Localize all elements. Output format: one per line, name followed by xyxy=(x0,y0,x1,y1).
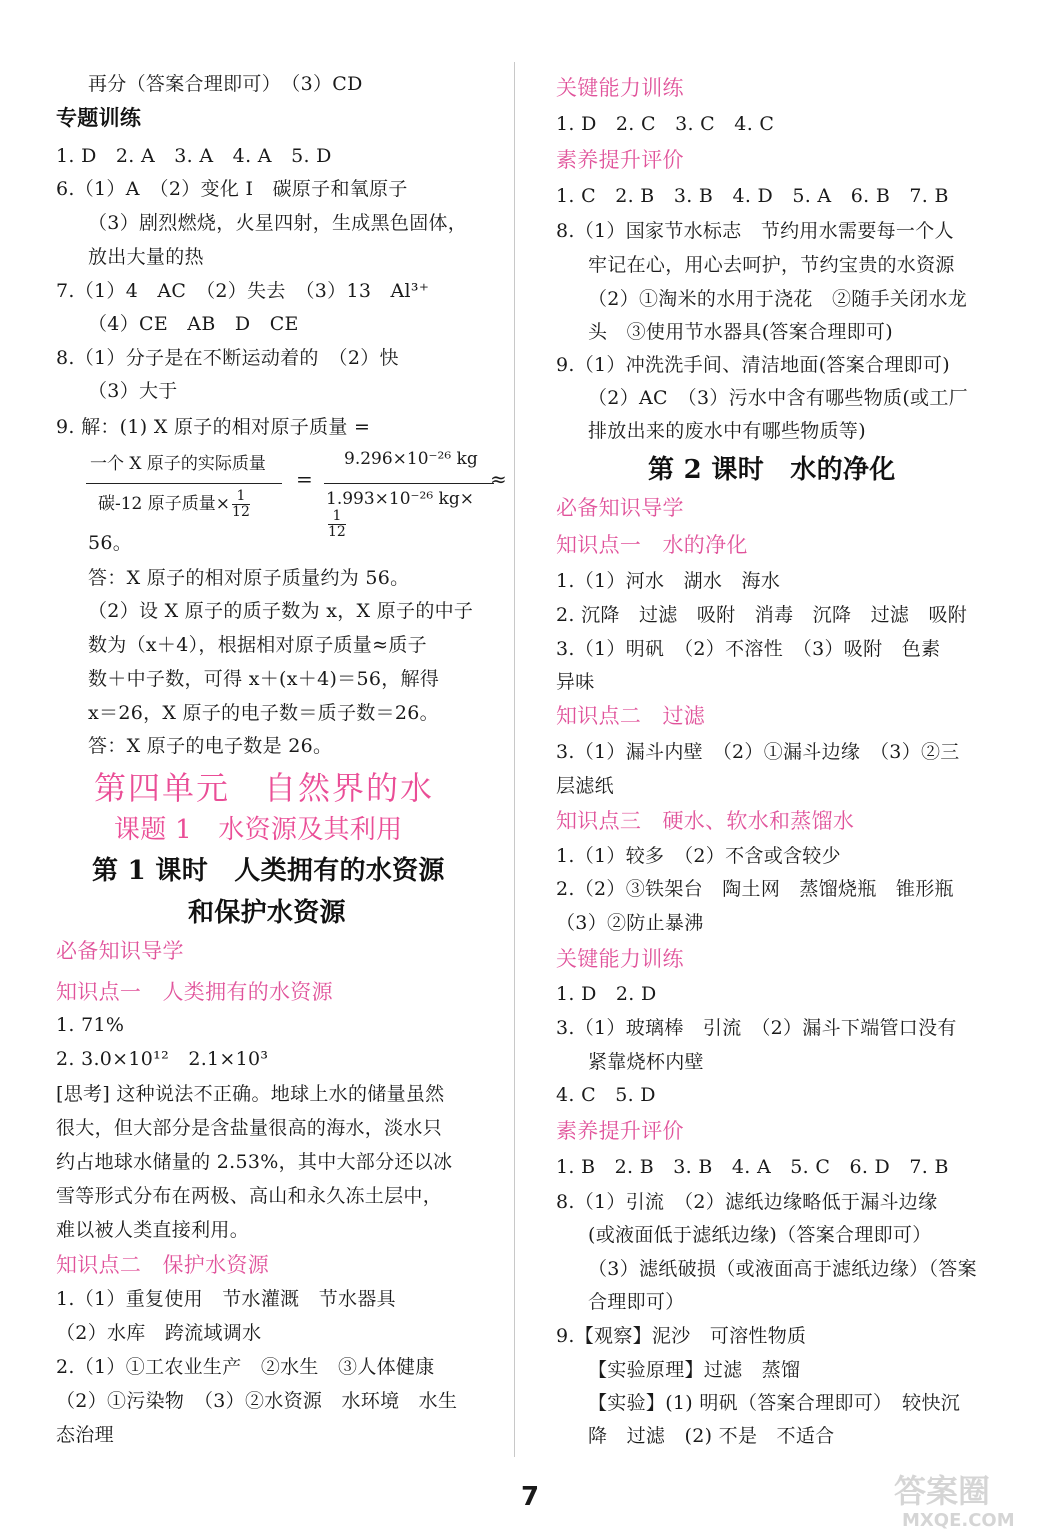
watermark-text-bottom: MXQE.COM xyxy=(902,1510,1015,1531)
answer-line: 降 过滤 (2) 不是 不适合 xyxy=(588,1425,835,1447)
section-heading-special-training: 专题训练 xyxy=(56,105,142,130)
answer-line: [思考] 这种说法不正确。地球上水的储量虽然 xyxy=(56,1083,445,1105)
answer-line: 8.（1）引流 （2）滤纸边缘略低于漏斗边缘 xyxy=(556,1191,938,1213)
answer-line: 2. 3.0×10¹² 2.1×10³ xyxy=(56,1048,269,1070)
answer-line: 56。 xyxy=(88,532,133,554)
answer-line: 1. B 2. B 3. B 4. A 5. C 6. D 7. B xyxy=(556,1156,949,1178)
answer-line: 1. D 2. A 3. A 4. A 5. D xyxy=(56,145,332,167)
fraction-1-denominator: 碳-12 原子质量× $\frac{1}{12}$ xyxy=(98,488,250,520)
answer-line: 很大，但大部分是含盐量很高的海水，淡水只 xyxy=(56,1117,443,1139)
answer-line: （3）剧烈燃烧，火星四射，生成黑色固体， xyxy=(88,212,468,234)
answer-line: （4）CE AB D CE xyxy=(88,313,299,335)
lesson-title-continued: 和保护水资源 xyxy=(188,898,346,928)
answer-line: 1. C 2. B 3. B 4. D 5. A 6. B 7. B xyxy=(556,185,949,207)
fraction-1-bar xyxy=(86,483,282,484)
answer-line: 数为（x＋4），根据相对原子质量≈质子 xyxy=(88,634,427,656)
section-heading: 关键能力训练 xyxy=(556,76,684,100)
answer-line: 9.（1）冲洗洗手间、清洁地面(答案合理即可) xyxy=(556,354,950,376)
answer-line: 放出大量的热 xyxy=(88,246,204,268)
watermark-text-top: 答案圈 xyxy=(894,1472,991,1510)
answer-line: 2.（1）①工农业生产 ②水生 ③人体健康 xyxy=(56,1356,435,1378)
answer-line: 合理即可） xyxy=(588,1291,685,1313)
knowledge-point-heading: 知识点一 水的净化 xyxy=(556,533,748,557)
lesson-title: 第 1 课时 人类拥有的水资源 xyxy=(92,856,445,886)
answer-line: 再分（答案合理即可） （3）CD xyxy=(88,73,363,95)
topic-title: 课题 1 水资源及其利用 xyxy=(114,815,403,845)
formula-fraction xyxy=(86,447,507,540)
answer-line: 约占地球水储量的 2.53%，其中大部分还以冰 xyxy=(56,1151,453,1173)
answer-line: 9.【观察】泥沙 可溶性物质 xyxy=(556,1325,807,1347)
answer-line: 排放出来的废水中有哪些物质等) xyxy=(588,420,866,442)
answer-line: （2）设 X 原子的质子数为 x，X 原子的中子 xyxy=(88,600,474,622)
equals-sign: = xyxy=(296,467,313,491)
answer-line: 6.（1）A （2）变化 I 碳原子和氧原子 xyxy=(56,178,408,200)
answer-line: （2）AC （3）污水中含有哪些物质(或工厂 xyxy=(588,387,968,409)
answer-line: 【实验原理】过滤 蒸馏 xyxy=(588,1359,801,1381)
section-heading: 必备知识导学 xyxy=(556,496,684,520)
answer-line: 牢记在心，用心去呵护，节约宝贵的水资源 xyxy=(588,254,955,276)
answer-line: （3）滤纸破损（或液面高于滤纸边缘）（答案 xyxy=(588,1258,977,1280)
answer-line: （3）大于 xyxy=(88,380,178,402)
answer-line: （3）②防止暴沸 xyxy=(556,912,704,934)
answer-line: 9. 解：(1) X 原子的相对原子质量 = xyxy=(56,416,371,438)
section-heading: 关键能力训练 xyxy=(556,947,684,971)
knowledge-point-heading: 知识点三 硬水、软水和蒸馏水 xyxy=(556,809,855,833)
fraction-2-denominator: 1.993×10⁻²⁶ kg× $\frac{1}{12}$ xyxy=(326,489,474,540)
section-heading: 素养提升评价 xyxy=(556,148,684,172)
fraction-2-bar xyxy=(324,483,494,484)
answer-line: 1. D 2. D xyxy=(556,983,657,1005)
answer-line: （2）①污染物 （3）②水资源 水环境 水生 xyxy=(56,1390,458,1412)
answer-line: 7.（1）4 AC （2）失去 （3）13 Al³⁺ xyxy=(56,280,430,302)
knowledge-point-heading: 知识点一 人类拥有的水资源 xyxy=(56,980,333,1004)
answer-line: 3.（1）明矾 （2）不溶性 （3）吸附 色素 xyxy=(556,638,941,660)
answer-line: 头 ③使用节水器具(答案合理即可) xyxy=(588,321,893,343)
answer-line: 层滤纸 xyxy=(556,775,614,797)
answer-line: 紧靠烧杯内壁 xyxy=(588,1051,704,1073)
watermark-logo-icon xyxy=(884,1466,1054,1532)
answer-line: 数＋中子数，可得 x＋(x＋4)＝56，解得 xyxy=(88,668,440,690)
knowledge-point-heading: 知识点二 保护水资源 xyxy=(56,1253,269,1277)
answer-line: 异味 xyxy=(556,671,595,693)
answer-line: 雪等形式分布在两极、高山和永久冻土层中， xyxy=(56,1185,443,1207)
answer-line: 2. 沉降 过滤 吸附 消毒 沉降 过滤 吸附 xyxy=(556,604,968,626)
fraction-2-numerator: 9.296×10⁻²⁶ kg xyxy=(344,449,478,469)
fraction-1-numerator: 一个 X 原子的实际质量 xyxy=(90,454,266,474)
answer-line: x＝26，X 原子的电子数＝质子数＝26。 xyxy=(88,702,439,724)
section-heading: 必备知识导学 xyxy=(56,939,184,963)
answer-line: 答：X 原子的电子数是 26。 xyxy=(88,735,333,757)
answer-line: （2）水库 跨流域调水 xyxy=(56,1322,262,1344)
answer-line: 1.（1）较多 （2）不含或含较少 xyxy=(556,845,841,867)
answer-line: 4. C 5. D xyxy=(556,1084,656,1106)
answer-line: 2.（2）③铁架台 陶土网 蒸馏烧瓶 锥形瓶 xyxy=(556,878,954,900)
answer-line: 1.（1）重复使用 节水灌溉 节水器具 xyxy=(56,1288,396,1310)
page-number: 7 xyxy=(520,1482,540,1512)
knowledge-point-heading: 知识点二 过滤 xyxy=(556,704,706,728)
unit-title: 第四单元 自然界的水 xyxy=(94,769,435,807)
answer-line: 8.（1）国家节水标志 节约用水需要每一个人 xyxy=(556,220,954,242)
section-heading: 素养提升评价 xyxy=(556,1119,684,1143)
answer-line: 【实验】(1) 明矾（答案合理即可） 较快沉 xyxy=(588,1392,961,1414)
column-divider xyxy=(514,62,515,1457)
answer-line: 难以被人类直接利用。 xyxy=(56,1219,250,1241)
answer-line: 1.（1）河水 湖水 海水 xyxy=(556,570,781,592)
approx-sign: ≈ xyxy=(490,467,507,491)
lesson-title: 第 2 课时 水的净化 xyxy=(648,455,896,485)
answer-line: 态治理 xyxy=(56,1424,114,1446)
answer-line: 答：X 原子的相对原子质量约为 56。 xyxy=(88,567,410,589)
answer-line: 3.（1）漏斗内壁 （2）①漏斗边缘 （3）②三 xyxy=(556,741,960,763)
answer-line: 8.（1）分子是在不断运动着的 （2）快 xyxy=(56,347,399,369)
answer-line: 1. D 2. C 3. C 4. C xyxy=(556,113,775,135)
answer-line: 3.（1）玻璃棒 引流 （2）漏斗下端管口没有 xyxy=(556,1017,957,1039)
answer-line: (或液面低于滤纸边缘)（答案合理即可） xyxy=(588,1224,932,1246)
answer-line: （2）①淘米的水用于浇花 ②随手关闭水龙 xyxy=(588,288,968,310)
answer-line: 1. 71% xyxy=(56,1014,125,1036)
